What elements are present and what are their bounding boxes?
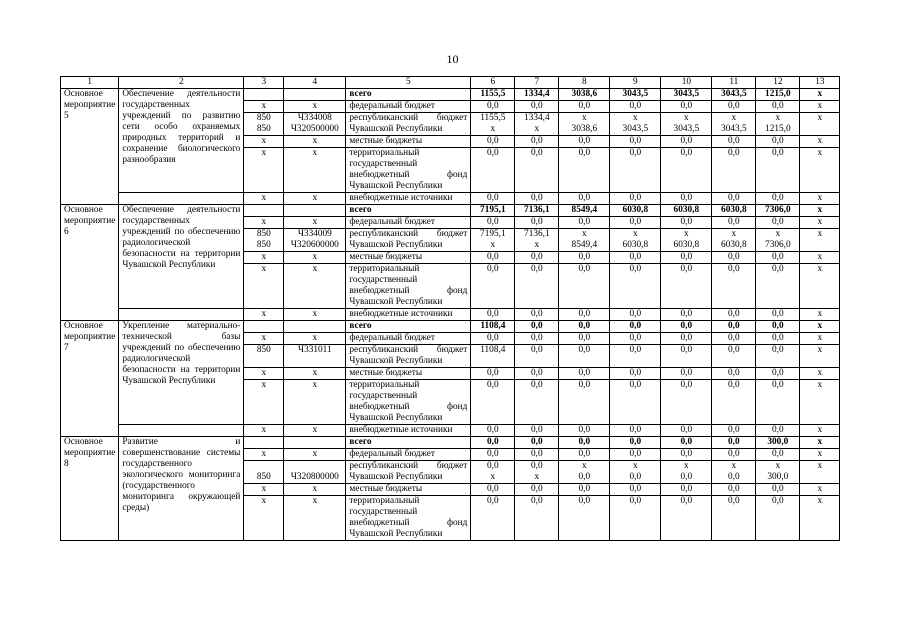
value-cell: 0,0 [610,264,661,309]
value-cell: 0,0 [515,264,559,309]
value-cell: 0,0 [661,309,712,321]
target-article-cell [284,89,346,101]
value-cell: 1155,5 x [471,113,515,136]
value-cell: 0,0 [712,252,756,264]
measure-label: Основное мероприятие 5 [61,89,119,205]
target-article-cell: Ч334009 Ч320600000 [284,229,346,252]
table-row [61,309,840,321]
value-cell: 0,0 [515,437,559,449]
value-cell: x 0,0 [712,461,756,484]
value-cell: 0,0 [471,264,515,309]
value-cell: 0,0 [610,193,661,205]
funding-source-cell: республиканский бюджет Чувашской Республики [346,229,471,252]
value-cell: 0,0 [515,136,559,148]
code-cell: x [244,252,284,264]
value-cell: 0,0 [610,380,661,425]
value-cell: 0,0 [515,101,559,113]
value-cell: 0,0 [471,484,515,496]
value-cell: 0,0 [471,437,515,449]
measure-title: Обеспечение деятельности государственных учреждений по обеспечению радиологической безопасности на территории Чувашской Республики [119,205,244,309]
target-article-cell: x [284,148,346,193]
value-cell: x [800,321,840,333]
value-cell: 0,0 [515,217,559,229]
value-cell: 0,0 [559,484,610,496]
measure-label: Основное мероприятие 7 [61,321,119,437]
target-article-cell: x [284,217,346,229]
value-cell: 0,0 [515,496,559,541]
funding-source-cell: всего [346,321,471,333]
value-cell: 0,0 [559,309,610,321]
value-cell: 0,0 [756,368,800,380]
value-cell: 0,0 [661,368,712,380]
target-article-cell [284,437,346,449]
code-cell: x [244,309,284,321]
value-cell: 0,0 [661,437,712,449]
code-cell [244,321,284,333]
code-cell: x [244,496,284,541]
code-cell: 850 [244,461,284,484]
header-cell: 1 [61,77,119,89]
header-cell: 9 [610,77,661,89]
funding-source-cell: территориальный государственный внебюджетный фонд Чувашской Республики [346,496,471,541]
value-cell: 0,0 [712,321,756,333]
value-cell: 0,0 [756,148,800,193]
table-row [61,193,840,205]
value-cell: 0,0 [712,309,756,321]
table-row [61,89,840,101]
header-cell: 13 [800,77,840,89]
value-cell: 0,0 [756,136,800,148]
header-cell: 10 [661,77,712,89]
value-cell: 7136,1 [515,205,559,217]
code-cell: x [244,264,284,309]
value-cell: 0,0 [756,484,800,496]
value-cell: 0,0 [471,380,515,425]
value-cell: x [800,136,840,148]
value-cell: x [800,309,840,321]
code-cell [244,89,284,101]
value-cell: 0,0 [712,264,756,309]
value-cell: x 0,0 [610,461,661,484]
value-cell: x [800,229,840,252]
funding-source-cell: федеральный бюджет [346,101,471,113]
value-cell: 0,0 [559,101,610,113]
value-cell: 0,0 [756,496,800,541]
value-cell: 0,0 [661,496,712,541]
value-cell: x 0,0 [661,461,712,484]
value-cell: 0,0 [756,333,800,345]
value-cell: x 6030,8 [712,229,756,252]
code-cell [244,437,284,449]
value-cell: 1334,4 [515,89,559,101]
value-cell: 0,0 [610,449,661,461]
value-cell: x 3038,6 [559,113,610,136]
value-cell: 0,0 [610,309,661,321]
value-cell: x [800,101,840,113]
value-cell: 3043,5 [661,89,712,101]
target-article-cell: Ч331011 [284,345,346,368]
value-cell: 0,0 [661,333,712,345]
value-cell: 0,0 [661,193,712,205]
value-cell: x [800,89,840,101]
code-cell: x [244,484,284,496]
value-cell: 0,0 [712,101,756,113]
value-cell: x [800,252,840,264]
value-cell: 0,0 [712,449,756,461]
target-article-cell [284,205,346,217]
value-cell: 0,0 [559,437,610,449]
value-cell: 0,0 x [471,461,515,484]
measure-label: Основное мероприятие 6 [61,205,119,321]
value-cell: x [800,264,840,309]
value-cell: 0,0 [756,425,800,437]
header-cell: 6 [471,77,515,89]
value-cell: 0,0 [712,345,756,368]
value-cell: 6030,8 [712,205,756,217]
code-cell: x [244,425,284,437]
value-cell: 0,0 [515,484,559,496]
value-cell: 0,0 [610,333,661,345]
target-article-cell: x [284,333,346,345]
value-cell: 6030,8 [610,205,661,217]
value-cell: 0,0 [515,333,559,345]
value-cell: 1155,5 [471,89,515,101]
value-cell: x [800,484,840,496]
value-cell: x 6030,8 [610,229,661,252]
code-cell: x [244,333,284,345]
value-cell: 1215,0 [756,89,800,101]
value-cell: 0,0 [756,217,800,229]
value-cell: 0,0 [471,496,515,541]
code-cell: x [244,380,284,425]
value-cell: 0,0 [756,321,800,333]
code-cell: x [244,449,284,461]
value-cell: 0,0 [661,252,712,264]
table-row [61,321,840,333]
value-cell: 0,0 [559,264,610,309]
value-cell: 0,0 [712,484,756,496]
value-cell: 0,0 [610,345,661,368]
value-cell: 0,0 [559,449,610,461]
value-cell: 1334,4 x [515,113,559,136]
value-cell: 0,0 [515,193,559,205]
value-cell: 0,0 [471,309,515,321]
empty-cell [119,425,244,437]
value-cell: 0,0 [756,264,800,309]
value-cell: 8549,4 [559,205,610,217]
target-article-cell: x [284,496,346,541]
target-article-cell [284,321,346,333]
value-cell: 0,0 [515,368,559,380]
value-cell: 0,0 [471,252,515,264]
code-cell [244,205,284,217]
value-cell: 0,0 [610,425,661,437]
value-cell: 0,0 [712,193,756,205]
value-cell: x 1215,0 [756,113,800,136]
value-cell: 7195,1 [471,205,515,217]
value-cell: 0,0 [610,484,661,496]
value-cell: 0,0 [471,193,515,205]
code-cell: x [244,136,284,148]
value-cell: x [800,113,840,136]
header-cell: 5 [346,77,471,89]
value-cell: 0,0 [610,101,661,113]
value-cell: 0,0 [712,136,756,148]
value-cell: 1108,4 [471,321,515,333]
value-cell: 7306,0 [756,205,800,217]
value-cell: x 300,0 [756,461,800,484]
value-cell: 0,0 [559,368,610,380]
header-cell: 8 [559,77,610,89]
value-cell: 0,0 [661,101,712,113]
measure-title: Обеспечение деятельности государственных учреждений по развитию сети особо охраняемых природных территорий и сохранение биологического разнообразия [119,89,244,193]
value-cell: 0,0 [756,101,800,113]
value-cell: 0,0 [471,217,515,229]
value-cell: 0,0 [756,449,800,461]
value-cell: 0,0 [515,425,559,437]
value-cell: 0,0 [610,136,661,148]
value-cell: 0,0 [559,136,610,148]
value-cell: x [800,461,840,484]
value-cell: 7136,1 x [515,229,559,252]
value-cell: 0,0 [610,437,661,449]
value-cell: x [800,368,840,380]
value-cell: 0,0 [756,193,800,205]
code-cell: x [244,148,284,193]
value-cell: 0,0 [559,148,610,193]
target-article-cell: x [284,309,346,321]
header-cell: 3 [244,77,284,89]
value-cell: 0,0 [756,309,800,321]
value-cell: 0,0 [515,449,559,461]
value-cell: 0,0 [661,136,712,148]
header-cell: 7 [515,77,559,89]
funding-source-cell: республиканский бюджет Чувашской Республики [346,345,471,368]
value-cell: 0,0 [661,264,712,309]
value-cell: 0,0 [610,217,661,229]
value-cell: 0,0 [756,252,800,264]
funding-source-cell: местные бюджеты [346,484,471,496]
value-cell: 1108,4 [471,345,515,368]
target-article-cell: x [284,484,346,496]
target-article-cell: x [284,136,346,148]
value-cell: 0,0 [515,148,559,193]
target-article-cell: x [284,380,346,425]
funding-source-cell: местные бюджеты [346,136,471,148]
funding-source-cell: всего [346,437,471,449]
funding-source-cell: всего [346,205,471,217]
value-cell: 0,0 [515,309,559,321]
value-cell: x 7306,0 [756,229,800,252]
empty-cell [119,193,244,205]
value-cell: 0,0 [471,333,515,345]
value-cell: 0,0 [712,496,756,541]
value-cell: x 0,0 [559,461,610,484]
funding-source-cell: федеральный бюджет [346,333,471,345]
value-cell: 0,0 [661,449,712,461]
value-cell: x [800,205,840,217]
value-cell: 0,0 [712,148,756,193]
value-cell: x 3043,5 [661,113,712,136]
value-cell: 0,0 [471,368,515,380]
value-cell: 0,0 [712,368,756,380]
value-cell: 0,0 [712,425,756,437]
value-cell: 3043,5 [610,89,661,101]
value-cell: x [800,333,840,345]
funding-source-cell: территориальный государственный внебюджетный фонд Чувашской Республики [346,264,471,309]
code-cell: x [244,217,284,229]
funding-source-cell: внебюджетные источники [346,193,471,205]
target-article-cell: x [284,193,346,205]
value-cell: 0,0 x [515,461,559,484]
value-cell: 300,0 [756,437,800,449]
target-article-cell: x [284,101,346,113]
value-cell: 0,0 [661,345,712,368]
code-cell: 850 [244,345,284,368]
code-cell: x [244,101,284,113]
value-cell: x [800,380,840,425]
value-cell: 0,0 [661,148,712,193]
value-cell: 0,0 [559,217,610,229]
value-cell: x [800,496,840,541]
value-cell: x [800,193,840,205]
value-cell: 0,0 [515,321,559,333]
target-article-cell: x [284,425,346,437]
code-cell: 850 850 [244,113,284,136]
funding-source-cell: внебюджетные источники [346,425,471,437]
value-cell: x [800,345,840,368]
value-cell: 0,0 [712,437,756,449]
value-cell: x [800,217,840,229]
value-cell: 0,0 [515,252,559,264]
target-article-cell: Ч334008 Ч320500000 [284,113,346,136]
funding-source-cell: территориальный государственный внебюджетный фонд Чувашской Республики [346,148,471,193]
funding-source-cell: местные бюджеты [346,368,471,380]
value-cell: 0,0 [471,101,515,113]
header-cell: 12 [756,77,800,89]
value-cell: 0,0 [661,484,712,496]
value-cell: 0,0 [559,252,610,264]
measure-title: Укрепление материально-технической базы учреждений по обеспечению радиологической безопасности на территории Чувашской Республики [119,321,244,425]
table-row [61,425,840,437]
value-cell: 7195,1 x [471,229,515,252]
value-cell: 0,0 [559,380,610,425]
value-cell: x [800,437,840,449]
value-cell: 0,0 [471,148,515,193]
empty-cell [119,309,244,321]
budget-table [60,76,840,541]
funding-source-cell: федеральный бюджет [346,449,471,461]
value-cell: 0,0 [559,496,610,541]
value-cell: 0,0 [559,193,610,205]
value-cell: 0,0 [610,148,661,193]
value-cell: x 3043,5 [712,113,756,136]
target-article-cell: x [284,252,346,264]
header-cell: 11 [712,77,756,89]
code-cell: x [244,368,284,380]
funding-source-cell: федеральный бюджет [346,217,471,229]
value-cell: 3043,5 [712,89,756,101]
value-cell: 0,0 [712,217,756,229]
code-cell: 850 850 [244,229,284,252]
value-cell: x [800,425,840,437]
column-number-row [61,77,840,89]
funding-source-cell: территориальный государственный внебюджетный фонд Чувашской Республики [346,380,471,425]
value-cell: 0,0 [515,380,559,425]
value-cell: 0,0 [756,380,800,425]
value-cell: 0,0 [471,425,515,437]
table-row [61,205,840,217]
page-number: 10 [446,52,459,66]
funding-source-cell: внебюджетные источники [346,309,471,321]
funding-source-cell: местные бюджеты [346,252,471,264]
funding-source-cell: всего [346,89,471,101]
value-cell: x 3043,5 [610,113,661,136]
value-cell: 0,0 [471,136,515,148]
value-cell: 0,0 [559,345,610,368]
funding-source-cell: республиканский бюджет Чувашской Республики [346,113,471,136]
value-cell: 0,0 [661,321,712,333]
value-cell: 0,0 [756,345,800,368]
value-cell: 0,0 [610,321,661,333]
value-cell: x 6030,8 [661,229,712,252]
value-cell: 0,0 [661,380,712,425]
value-cell: 0,0 [559,333,610,345]
measure-title: Развитие и совершенствование системы государственного экологического мониторинга (государственного мониторинга окружающей среды) [119,437,244,541]
value-cell: 0,0 [661,217,712,229]
value-cell: x [800,449,840,461]
value-cell: x 8549,4 [559,229,610,252]
value-cell: 0,0 [610,252,661,264]
code-cell: x [244,193,284,205]
target-article-cell: Ч320800000 [284,461,346,484]
value-cell: x [800,148,840,193]
value-cell: 0,0 [610,368,661,380]
value-cell: 0,0 [515,345,559,368]
target-article-cell: x [284,264,346,309]
value-cell: 6030,8 [661,205,712,217]
header-cell: 2 [119,77,244,89]
value-cell: 0,0 [610,496,661,541]
value-cell: 0,0 [712,333,756,345]
funding-source-cell: республиканский бюджет Чувашской Республики [346,461,471,484]
target-article-cell: x [284,368,346,380]
value-cell: 0,0 [559,425,610,437]
value-cell: 3038,6 [559,89,610,101]
value-cell: 0,0 [661,425,712,437]
value-cell: 0,0 [471,449,515,461]
value-cell: 0,0 [712,380,756,425]
header-cell: 4 [284,77,346,89]
value-cell: 0,0 [559,321,610,333]
table-row [61,437,840,449]
measure-label: Основное мероприятие 8 [61,437,119,541]
target-article-cell: x [284,449,346,461]
